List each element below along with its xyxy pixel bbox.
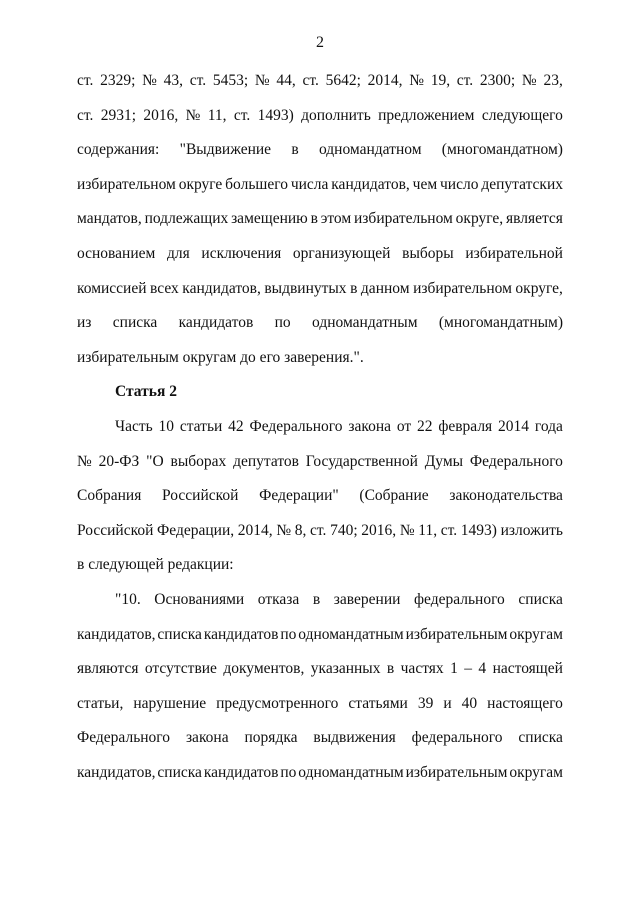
- word: большего: [225, 175, 288, 193]
- word: в: [310, 210, 318, 228]
- word: 2016,: [143, 106, 179, 124]
- text-line: [77, 514, 563, 549]
- word: 19,: [430, 72, 451, 89]
- word: статьи: [179, 417, 223, 435]
- word: списка: [518, 590, 563, 608]
- word: из: [77, 314, 92, 332]
- word: документов,: [223, 660, 305, 678]
- word: основанием: [77, 244, 156, 262]
- word: 11,: [418, 521, 438, 539]
- word: Основаниями: [154, 590, 245, 608]
- word: избирательной: [465, 244, 563, 262]
- word: в: [350, 279, 358, 297]
- word: 2300;: [479, 72, 516, 89]
- word: заверении: [333, 590, 401, 608]
- word: нарушение: [133, 694, 207, 712]
- word: Федерального: [249, 417, 343, 435]
- word: ст.: [77, 72, 94, 89]
- word: –: [464, 660, 472, 678]
- word: Российской: [77, 521, 154, 539]
- word: этом: [320, 210, 352, 228]
- word: "Выдвижение: [179, 141, 272, 159]
- word: комиссией: [77, 279, 147, 297]
- word: настоящего: [487, 694, 563, 712]
- word: ст.: [77, 106, 94, 124]
- text-line: [77, 618, 563, 653]
- text-line: в следующей редакции:: [77, 556, 234, 574]
- word: Федерации": [259, 487, 339, 505]
- text-line: [77, 168, 563, 203]
- word: статьями: [348, 694, 408, 712]
- page-number: 2: [316, 34, 324, 51]
- word: для: [167, 244, 190, 262]
- word: отсутствие: [144, 660, 217, 678]
- word: округе,: [515, 279, 563, 297]
- text-line: [77, 721, 563, 756]
- word: по: [280, 763, 297, 781]
- word: 2014,: [367, 72, 403, 89]
- word: 23,: [543, 72, 563, 89]
- word: избирательным: [405, 625, 508, 643]
- text-line: [77, 133, 563, 168]
- word: округе,: [455, 210, 504, 228]
- word: Федерального: [77, 729, 171, 747]
- document-body: [77, 64, 563, 790]
- word: выдвижения: [313, 729, 396, 747]
- word: депутатских: [481, 175, 563, 193]
- word: кандидатов,: [331, 175, 410, 193]
- text-line: [77, 272, 563, 307]
- word: по: [274, 314, 291, 332]
- word: в: [386, 660, 395, 678]
- word: года: [534, 417, 563, 435]
- word: 5453;: [212, 72, 249, 89]
- word: (многомандатном): [441, 141, 563, 159]
- word: Часть: [115, 417, 153, 435]
- word: ст.: [440, 521, 458, 539]
- word: числа: [290, 175, 329, 193]
- article-heading: Статья 2: [115, 383, 177, 401]
- word: 22: [416, 417, 433, 435]
- word: Российской: [162, 487, 239, 505]
- word: исключения: [201, 244, 282, 262]
- text-line: [77, 64, 563, 99]
- word: №: [521, 72, 537, 89]
- word: избирательным: [405, 763, 508, 781]
- word: округам: [509, 625, 563, 643]
- word: замещению: [231, 210, 308, 228]
- word: №: [254, 72, 270, 89]
- word: округе: [178, 175, 223, 193]
- word: кандидатов,: [182, 279, 261, 297]
- word: "О: [146, 452, 164, 470]
- word: в: [291, 141, 299, 159]
- word: 1: [450, 660, 458, 678]
- word: списка: [157, 763, 202, 781]
- word: следующего: [481, 106, 563, 124]
- word: (Собрание: [359, 487, 429, 505]
- word: 42: [228, 417, 244, 435]
- word: кандидатов: [203, 625, 279, 643]
- word: №: [276, 521, 292, 539]
- word: Собрания: [77, 487, 142, 505]
- word: Думы: [424, 452, 464, 470]
- text-line: [77, 237, 563, 272]
- word: подлежащих: [144, 210, 229, 228]
- word: чем: [412, 175, 438, 193]
- word: депутатов: [233, 452, 299, 470]
- word: являются: [77, 660, 139, 678]
- word: избирательном: [77, 175, 176, 193]
- word: Федерации,: [157, 521, 235, 539]
- word: избирательном: [354, 210, 453, 228]
- text-line: [77, 202, 563, 237]
- word: списка: [518, 729, 563, 747]
- word: ст.: [302, 72, 319, 89]
- word: февраля: [438, 417, 493, 435]
- word: кандидатов: [203, 763, 279, 781]
- word: предусмотренного: [216, 694, 339, 712]
- text-line: избирательным округам до его заверения.".: [77, 348, 364, 366]
- text-line: [77, 687, 563, 722]
- word: 2014: [498, 417, 530, 435]
- word: в: [312, 590, 321, 608]
- word: закона: [348, 417, 391, 435]
- word: 10: [158, 417, 175, 435]
- word: №: [142, 72, 157, 89]
- word: изложить: [500, 521, 563, 539]
- word: 8,: [294, 521, 307, 539]
- word: избирательном: [413, 279, 512, 297]
- text-line: [77, 756, 563, 791]
- word: 2014,: [237, 521, 273, 539]
- word: 2016,: [361, 521, 397, 539]
- word: данном: [360, 279, 410, 297]
- word: федерального: [413, 590, 505, 608]
- word: 39: [417, 694, 434, 712]
- word: выборы: [402, 244, 454, 262]
- word: всех: [150, 279, 179, 297]
- word: 1493): [257, 106, 294, 124]
- word: содержания:: [77, 141, 160, 159]
- word: (многомандатным): [438, 314, 563, 332]
- word: "10.: [115, 590, 141, 608]
- word: выборах: [170, 452, 227, 470]
- word: от: [396, 417, 412, 435]
- word: ст.: [456, 72, 474, 89]
- word: 2931;: [100, 106, 137, 124]
- word: 2329;: [100, 72, 136, 89]
- word: одномандатным: [298, 625, 404, 643]
- word: 20-ФЗ: [98, 452, 140, 470]
- word: одномандатном: [318, 141, 422, 159]
- word: закона: [185, 729, 229, 747]
- word: по: [280, 625, 297, 643]
- word: 11,: [207, 106, 227, 124]
- text-line: [77, 445, 563, 480]
- word: списка: [157, 625, 202, 643]
- word: ст.: [189, 72, 207, 89]
- word: статьи,: [77, 694, 124, 712]
- word: указанных: [310, 660, 381, 678]
- word: дополнить: [301, 106, 371, 124]
- word: списка: [112, 314, 158, 332]
- word: №: [77, 452, 92, 470]
- word: ст.: [233, 106, 251, 124]
- word: законодательства: [449, 487, 563, 505]
- word: кандидатов: [178, 314, 254, 332]
- text-line: [77, 652, 563, 687]
- word: 44,: [276, 72, 296, 89]
- word: 43,: [163, 72, 184, 89]
- word: ст.: [310, 521, 327, 539]
- word: организующей: [292, 244, 391, 262]
- word: частях: [400, 660, 444, 678]
- text-line: [77, 410, 563, 445]
- word: №: [185, 106, 201, 124]
- word: 4: [478, 660, 487, 678]
- text-line: [77, 99, 563, 134]
- text-line: [77, 583, 563, 618]
- word: одномандатным: [312, 314, 418, 332]
- word: 40: [461, 694, 478, 712]
- word: 740;: [330, 521, 358, 539]
- word: кандидатов,: [77, 763, 156, 781]
- word: является: [505, 210, 563, 228]
- word: 1493): [460, 521, 497, 539]
- word: одномандатным: [298, 763, 404, 781]
- word: выдвинутых: [264, 279, 347, 297]
- word: мандатов,: [77, 210, 142, 228]
- word: №: [409, 72, 424, 89]
- word: Федерального: [469, 452, 563, 470]
- word: 5642;: [325, 72, 361, 89]
- word: №: [399, 521, 415, 539]
- word: кандидатов,: [77, 625, 156, 643]
- text-line: [77, 306, 563, 341]
- word: предложением: [378, 106, 475, 124]
- word: порядка: [244, 729, 298, 747]
- text-line: [77, 479, 563, 514]
- word: настоящей: [492, 660, 563, 678]
- word: федерального: [411, 729, 503, 747]
- word: округам: [509, 763, 563, 781]
- word: Государственной: [305, 452, 418, 470]
- word: число: [440, 175, 479, 193]
- word: отказа: [257, 590, 300, 608]
- word: и: [443, 694, 452, 712]
